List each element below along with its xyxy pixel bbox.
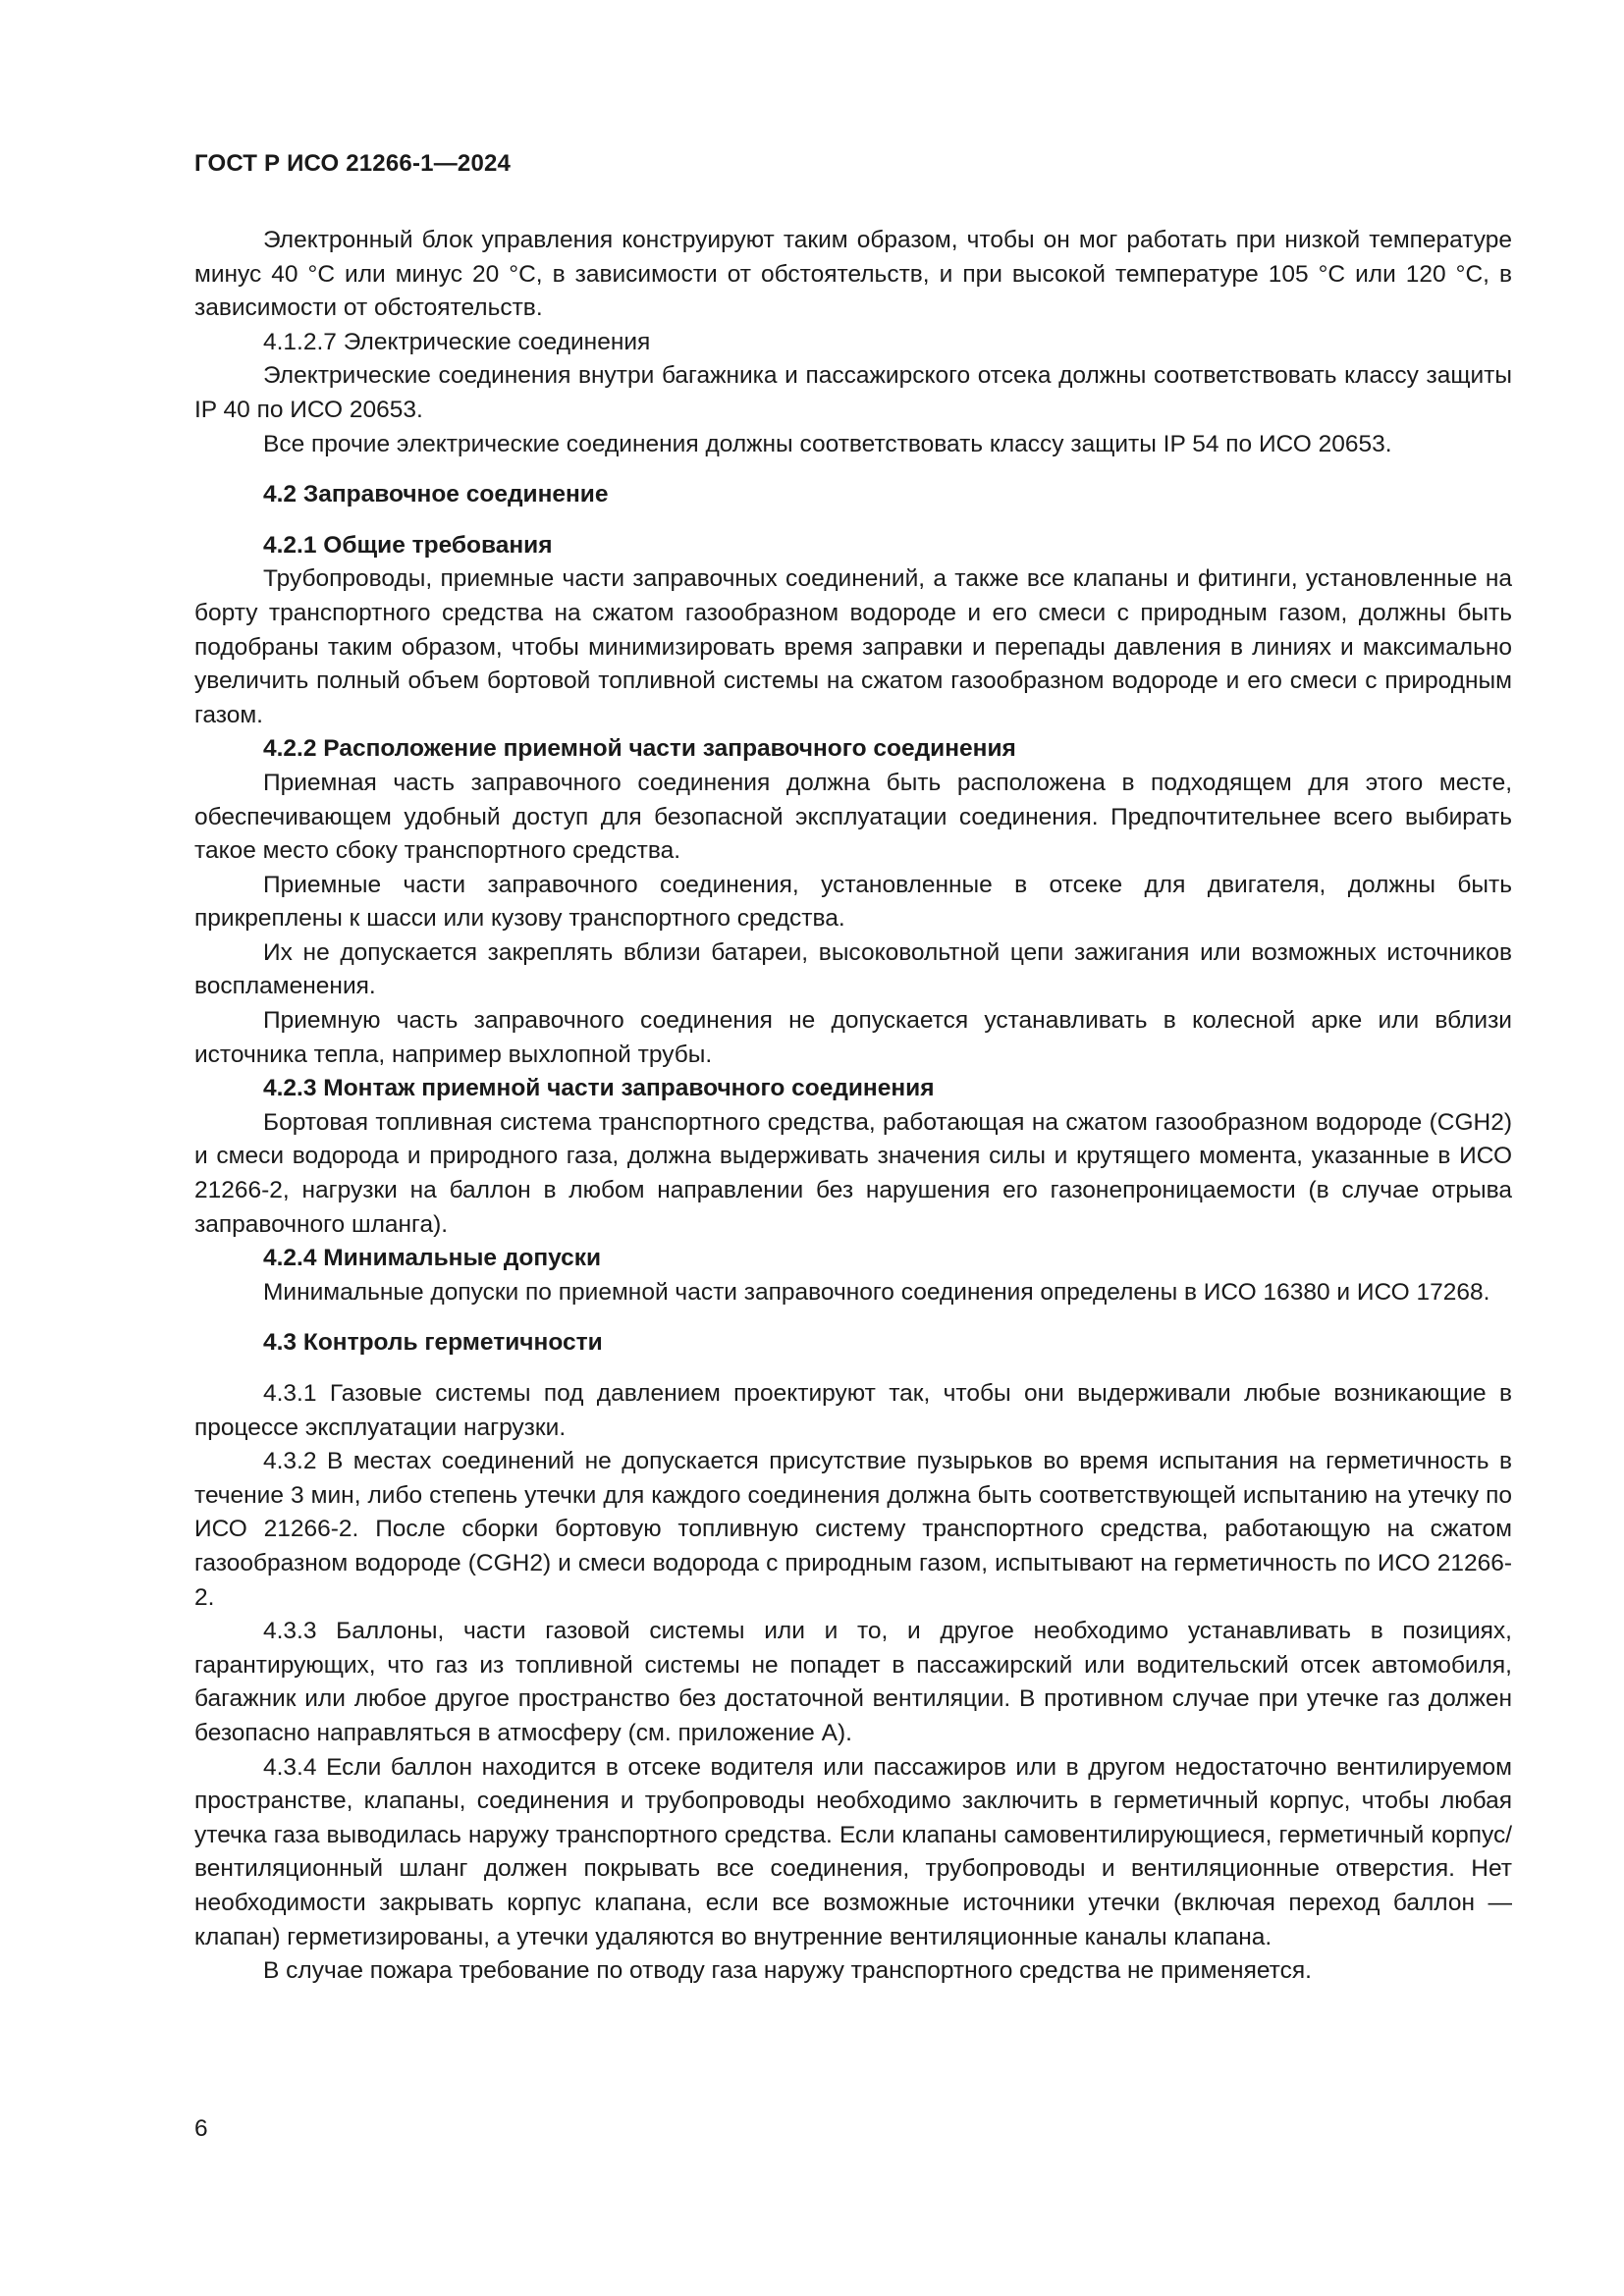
section-heading-4-3: 4.3 Контроль герметичности: [263, 1329, 603, 1357]
document-header: ГОСТ Р ИСО 21266-1—2024: [194, 150, 512, 177]
paragraph: Электронный блок управления конструируют таким образом, чтобы он мог работать при низкой температуре минус 40 °С или минус 20 °С, в зависимости от обстоятельств, и при высокой температуре 105 °С или 120 °С, в зависимости от обстоятельств.: [194, 227, 1512, 322]
paragraph: Приемную часть заправочного соединения не допускается устанавливать в колесной арке или вблизи источника тепла, например выхлопной трубы.: [194, 1007, 1512, 1068]
section-heading-4-2: 4.2 Заправочное соединение: [263, 481, 609, 508]
paragraph: Все прочие электрические соединения должны соответствовать классу защиты IP 54 по ИСО 20653.: [263, 430, 1392, 457]
paragraph: Минимальные допуски по приемной части заправочного соединения определены в ИСО 16380 и ИСО 17268.: [263, 1278, 1490, 1306]
section-heading-4-2-1: 4.2.1 Общие требования: [263, 531, 553, 559]
paragraph: Электрические соединения внутри багажника и пассажирского отсека должны соответствовать классу защиты IP 40 по ИСО 20653.: [194, 362, 1512, 423]
paragraph: Бортовая топливная система транспортного средства, работающая на сжатом газообразном водороде (CGH2) и смеси водорода и природного газа, должна выдерживать значения силы и крутящего момента, указанные в ИСО 21266-2, нагрузки на баллон в любом направлении без нарушения его газонепроницаемости (в случае отрыва заправочного шланга).: [194, 1108, 1512, 1238]
paragraph: Приемные части заправочного соединения, установленные в отсеке для двигателя, должны быть прикреплены к шасси или кузову транспортного средства.: [194, 871, 1512, 933]
paragraph: Трубопроводы, приемные части заправочных соединений, а также все клапаны и фитинги, установленные на борту транспортного средства на сжатом газообразном водороде и его смеси с природным газом, должны быть подобраны таким образом, чтобы минимизировать время заправки и перепады давления в линиях и максимально увеличить полный объем бортовой топливной системы на сжатом газообразном водороде и его смеси с природным газом.: [194, 565, 1512, 728]
paragraph: 4.3.4 Если баллон находится в отсеке водителя или пассажиров или в другом недостаточно вентилируемом пространстве, клапаны, соединения и трубопроводы необходимо заключить в герметичный корпус, чтобы любая утечка газа выводилась наружу транспортного средства. Если клапаны самовентилирующиеся, герметичный корпус/вентиляционный шланг должен покрывать все соединения, трубопроводы и вентиляционные отверстия. Нет необходимости закрывать корпус клапана, если все возможные источники утечки (включая переход баллон — клапан) герметизированы, а утечки удаляются во внутренние вентиляционные каналы клапана.: [194, 1753, 1512, 1950]
paragraph: Их не допускается закреплять вблизи батареи, высоковольтной цепи зажигания или возможных источников воспламенения.: [194, 938, 1512, 1000]
document-body: [194, 224, 1512, 1989]
paragraph: 4.3.1 Газовые системы под давлением проектируют так, чтобы они выдерживали любые возникающие в процессе эксплуатации нагрузки.: [194, 1380, 1512, 1441]
clause-heading-4-1-2-7: 4.1.2.7 Электрические соединения: [263, 328, 651, 355]
paragraph: В случае пожара требование по отводу газа наружу транспортного средства не применяется.: [263, 1957, 1312, 1985]
paragraph: 4.3.3 Баллоны, части газовой системы или и то, и другое необходимо устанавливать в позициях, гарантирующих, что газ из топливной системы не попадет в пассажирский или водительский отсек автомобиля, багажник или любое другое пространство без достаточной вентиляции. В противном случае при утечке газ должен безопасно направляться в атмосферу (см. приложение А).: [194, 1618, 1512, 1746]
paragraph: Приемная часть заправочного соединения должна быть расположена в подходящем для этого месте, обеспечивающем удобный доступ для безопасной эксплуатации соединения. Предпочтительнее всего выбирать такое место сбоку транспортного средства.: [194, 769, 1512, 865]
section-heading-4-2-2: 4.2.2 Расположение приемной части заправочного соединения: [263, 735, 1016, 763]
paragraph: 4.3.2 В местах соединений не допускается присутствие пузырьков во время испытания на герметичность в течение 3 мин, либо степень утечки для каждого соединения должна быть соответствующей испытанию на утечку по ИСО 21266-2. После сборки бортовую топливную систему транспортного средства, работающую на сжатом газообразном водороде (CGH2) и смеси водорода с природным газом, испытывают на герметичность по ИСО 21266-2.: [194, 1448, 1512, 1611]
section-heading-4-2-4: 4.2.4 Минимальные допуски: [263, 1245, 602, 1272]
page-number: 6: [194, 2115, 208, 2142]
section-heading-4-2-3: 4.2.3 Монтаж приемной части заправочного соединения: [263, 1075, 935, 1102]
